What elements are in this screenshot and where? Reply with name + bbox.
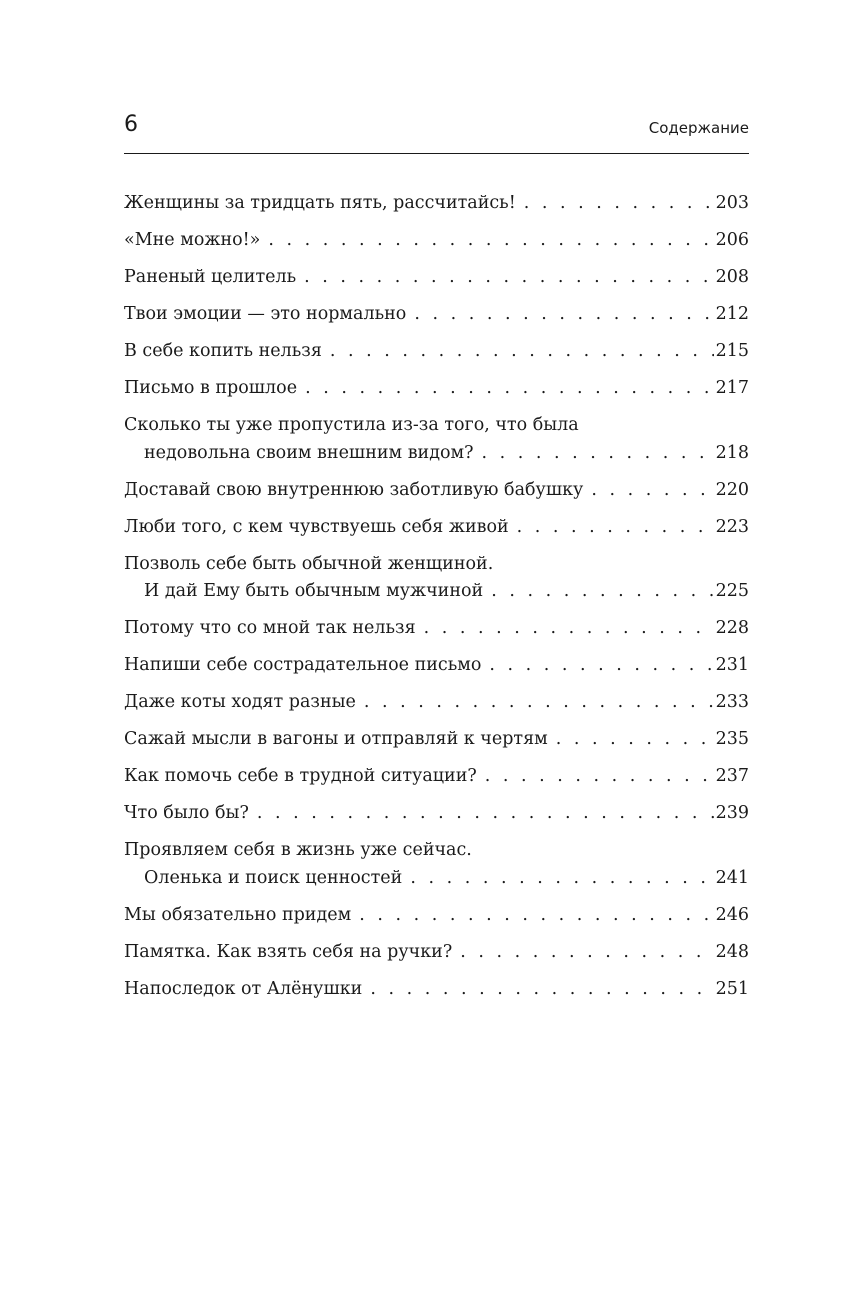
toc-entry-page: 237 [715,766,749,786]
toc-entry-page: 248 [715,941,749,962]
toc-entry [124,837,749,892]
toc-entry-line [124,190,749,218]
toc-entry-title: В себе копить нельзя [124,341,322,361]
dot-leader [517,514,714,542]
toc-entry-line [124,375,749,403]
toc-entry-line [124,800,749,828]
dot-leader [364,689,714,717]
toc-entry-title: Твои эмоции — это нормально [124,304,407,324]
toc-entry [124,689,749,717]
toc-entry-title-line: Позволь себе быть обычной женщиной. [124,553,494,574]
toc-entry-page: 239 [715,803,749,823]
dot-leader [491,578,713,606]
dot-leader [524,190,714,218]
toc-entry-line [124,615,749,643]
toc-entry [124,726,749,754]
toc-entry-page: 217 [715,378,749,398]
toc-entry-title: Как помочь себе в трудной ситуации? [124,766,477,786]
toc-entry-line [124,652,749,680]
toc-entry [124,338,749,366]
toc-entry-title: Доставай свою внутреннюю заботливую бабушку [124,479,584,500]
toc-entry-line [124,264,749,292]
toc-entry-title-line: Сколько ты уже пропустила из-за того, что была [124,415,579,435]
toc-entry-line [124,301,749,329]
toc-entry-title: Что было бы? [124,803,249,823]
toc-entry-title: Сажай мысли в вагоны и отправляй к чертям [124,729,548,749]
toc-entry-title: недовольна своим внешним видом? [144,442,474,463]
dot-leader [330,338,714,366]
page-number: 6 [124,112,138,137]
toc-entry [124,190,749,218]
dot-leader [370,976,713,1004]
dot-leader [359,902,713,930]
dot-leader [268,227,713,255]
toc-entry-page: 223 [715,516,749,537]
toc-entry-title: Люби того, с кем чувствуешь себя живой [124,516,509,537]
toc-entry-line [124,338,749,366]
dot-leader [304,264,713,292]
toc-entry-title: Мы обязательно придем [124,904,352,925]
page-header [124,108,749,138]
toc-entry-title: «Мне можно!» [124,230,261,250]
header-rule [124,153,749,154]
dot-leader [556,726,714,754]
dot-leader [305,375,714,403]
toc-entry [124,477,749,505]
toc-entry [124,227,749,255]
toc-entry-page: 206 [715,230,749,250]
toc-entry-page: 218 [715,442,749,463]
toc-entry-page: 225 [715,581,749,601]
toc-entry-page: 233 [715,692,749,712]
toc-entry-title: Памятка. Как взять себя на ручки? [124,941,453,962]
toc-entry [124,412,749,467]
toc-entry-title: И дай Ему быть обычным мужчиной [144,581,484,601]
dot-leader [591,477,713,505]
toc-entry-title: Оленька и поиск ценностей [144,867,403,888]
dot-leader [410,865,713,893]
dot-leader [485,763,714,791]
toc-entry-page: 220 [715,479,749,500]
running-title: Содержание [648,119,749,137]
toc-entry-title: Женщины за тридцать пять, рассчитайсь! [124,193,516,213]
dot-leader [460,939,713,967]
toc-entry-page: 231 [715,655,749,675]
toc-entry-line [124,939,749,967]
toc-entry-line [124,865,749,893]
dot-leader [257,800,714,828]
toc-entry [124,652,749,680]
toc-entry [124,976,749,1004]
toc-entry [124,615,749,643]
toc-entry-line [124,763,749,791]
toc-entry [124,902,749,930]
toc-entry-title: Напиши себе сострадательное письмо [124,655,482,675]
toc-entry-page: 241 [715,867,749,888]
dot-leader [489,652,713,680]
toc-entry-page: 235 [715,729,749,749]
toc-entry [124,763,749,791]
toc-entry [124,264,749,292]
toc-entry-title: Напоследок от Алёнушки [124,978,363,999]
dot-leader [482,440,714,468]
toc-entry [124,551,749,606]
toc-entry-title-line: Проявляем себя в жизнь уже сейчас. [124,840,472,860]
toc-entry-page: 228 [715,618,749,638]
toc-entry-line [124,477,749,505]
toc-entry-title: Раненый целитель [124,267,297,287]
toc-entry-line [124,976,749,1004]
toc-entry-line [124,440,749,468]
toc-entry-page: 251 [715,978,749,999]
toc-entry-title: Потому что со мной так нельзя [124,618,416,638]
toc-entry-page: 246 [715,904,749,925]
toc-entry [124,375,749,403]
toc-entry-title: Даже коты ходят разные [124,692,356,712]
toc-entry-line [124,726,749,754]
toc-entry-page: 208 [715,267,749,287]
toc-entry-line [124,514,749,542]
toc-entry-title: Письмо в прошлое [124,378,298,398]
dot-leader [414,301,713,329]
toc-entry [124,301,749,329]
toc-entry-page: 203 [715,193,749,213]
toc-entry-page: 212 [715,304,749,324]
toc-entry [124,514,749,542]
toc-entry-line [124,578,749,606]
toc-entry-line [124,689,749,717]
table-of-contents [124,190,749,1013]
toc-entry-page: 215 [715,341,749,361]
toc-entry-line [124,902,749,930]
toc-entry [124,800,749,828]
dot-leader [424,615,714,643]
toc-entry-line [124,227,749,255]
toc-entry [124,939,749,967]
